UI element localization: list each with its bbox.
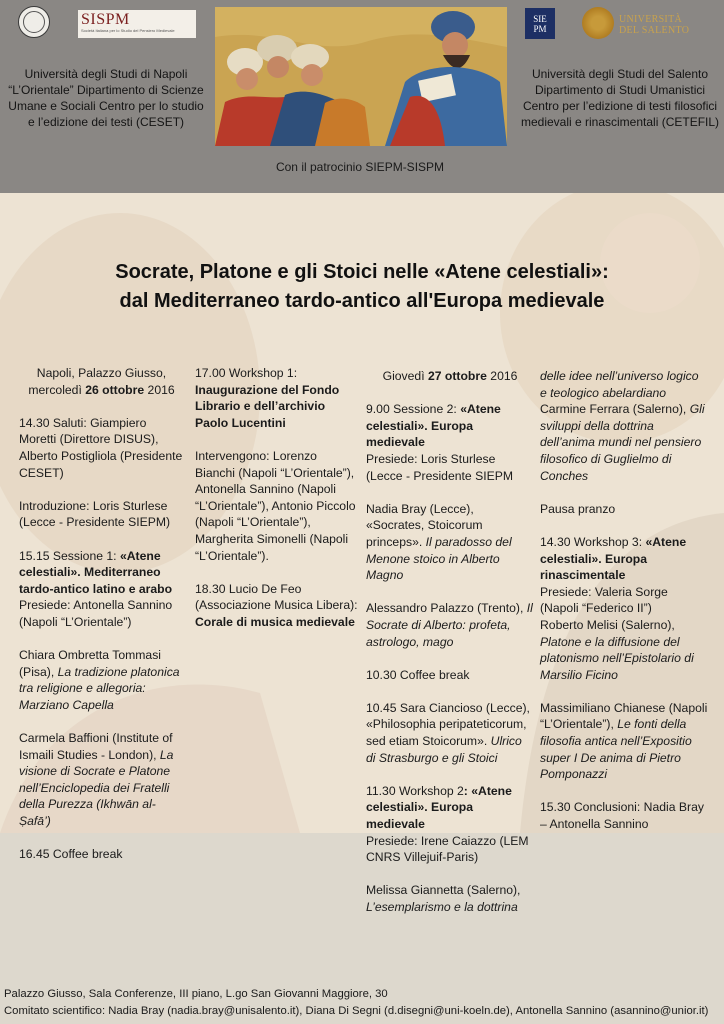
program-column-3 bbox=[366, 368, 534, 932]
program-column-2 bbox=[195, 365, 360, 647]
day1-place: Napoli, Palazzo Giusso, bbox=[36, 366, 167, 380]
talk-title: Platone e la diffusione del platonismo nell’Epistolario di Marsilio Ficino bbox=[540, 634, 694, 682]
salento-logo-line2: DEL SALENTO bbox=[619, 25, 690, 36]
opening-greetings: 14.30 Saluti: Giampiero Moretti (Direttore DISUS), Alberto Postigliola (Presidente CESET) bbox=[19, 415, 183, 480]
coffee-break-1: 16.45 Coffee break bbox=[19, 847, 123, 862]
patronage-text: Con il patrocinio SIEPM-SISPM bbox=[275, 160, 445, 174]
salento-logo-text bbox=[619, 14, 693, 36]
talk-palazzo bbox=[366, 600, 534, 650]
day2-date bbox=[366, 368, 534, 385]
day1-year: 2016 bbox=[144, 382, 175, 397]
talk-ciancioso bbox=[366, 700, 534, 766]
talk-title: L’esemplarismo e la dottrina bbox=[366, 900, 518, 914]
talk-speaker: Massimiliano Chianese (Napoli “L’Orientale”), bbox=[540, 700, 708, 732]
siepm-logo bbox=[525, 8, 555, 39]
talk-baffioni bbox=[19, 730, 184, 830]
day1-date-bold: 26 ottobre bbox=[85, 382, 145, 397]
session-2 bbox=[366, 401, 534, 484]
conclusions: 15.30 Conclusioni: Nadia Bray – Antonella Sannino bbox=[540, 800, 704, 832]
workshop-2 bbox=[366, 783, 534, 866]
workshop-1-speakers: Intervengono: Lorenzo Bianchi (Napoli “L’Orientale”), Antonella Sannino (Napoli “L’Orientale”), Antonio Piccolo (Napoli “L’Orientale”), Margherita Simonelli (Napoli “L’Orientale”). bbox=[195, 448, 356, 563]
talk-speaker: Alessandro Palazzo (Trento), bbox=[366, 601, 527, 616]
napoli-seal-logo bbox=[18, 6, 50, 38]
right-institution: Università degli Studi del Salento Dipartimento di Studi Umanistici Centro per l’edizione di testi filosofici medievali e rinascimentali (CETEFIL) bbox=[520, 67, 720, 129]
talk-title: Ulrico di Strasburgo e gli Stoici bbox=[366, 734, 522, 765]
sispm-logo-text: SISPM bbox=[81, 11, 130, 28]
talk-chianese bbox=[540, 700, 708, 783]
salento-seal-logo bbox=[582, 7, 614, 39]
concert-title: Corale di musica medievale bbox=[195, 614, 355, 629]
session-1-chair: Presiede: Antonella Sannino (Napoli “L’Orientale”) bbox=[19, 598, 173, 629]
siepm-logo-line2: PM bbox=[533, 23, 547, 34]
talk-title: La visione di Socrate e Platone nell’Enciclopedia dei Fratelli della Purezza (Ikhwān al-Ṣafā’) bbox=[19, 747, 174, 829]
talk-speaker: Chiara Ombretta Tommasi (Pisa), bbox=[19, 648, 162, 679]
day2-weekday: Giovedì bbox=[382, 369, 428, 383]
workshop-1 bbox=[195, 365, 360, 431]
sispm-logo bbox=[78, 10, 196, 38]
workshop-1-time: 17.00 Workshop 1: bbox=[195, 366, 298, 380]
session-1 bbox=[19, 548, 184, 631]
salento-logo-line1: UNIVERSITÀ bbox=[619, 14, 682, 25]
day2-date-bold: 27 ottobre bbox=[427, 369, 487, 383]
talk-title: La tradizione platonica tra religione e allegoria: Marziano Capella bbox=[19, 664, 180, 712]
day1-date bbox=[19, 365, 184, 398]
header-band bbox=[0, 0, 724, 193]
workshop-2-title: : «Atene celestiali». Europa medievale bbox=[366, 783, 512, 832]
talk-speaker: Carmine Ferrara (Salerno), bbox=[540, 402, 690, 417]
footer-venue: Palazzo Giusso, Sala Conferenze, III piano, L.go San Giovanni Maggiore, 30 bbox=[4, 988, 388, 1000]
talk-title: Il paradosso del Menone stoico in Alberto Magno bbox=[366, 534, 512, 583]
session-2-title: «Atene celestiali». Europa medievale bbox=[366, 402, 501, 450]
workshop-3-time: 14.30 Workshop 3: bbox=[540, 534, 646, 549]
session-1-time: 15.15 Sessione 1: bbox=[19, 548, 120, 563]
program-column-4 bbox=[540, 368, 708, 849]
workshop-2-chair: Presiede: Irene Caiazzo (LEM CNRS Villejuif-Paris) bbox=[366, 833, 529, 865]
talk-title: Le fonti della filosofia antica nell’Expositio super I De anima di Pietro Pomponazzi bbox=[540, 717, 692, 782]
talk-speaker: Carmela Baffioni (Institute of Ismaili Studies - London), bbox=[19, 731, 173, 762]
medieval-miniature-image bbox=[215, 7, 507, 146]
talk-speaker: Nadia Bray (Lecce), «Socrates, Stoicorum princeps». bbox=[366, 501, 483, 549]
concert-performer: 18.30 Lucio De Feo (Associazione Musica Libera): bbox=[195, 581, 358, 613]
sispm-logo-subtitle: Società Italiana per lo Studio del Pensiero Medievale bbox=[81, 28, 175, 33]
left-institution: Università degli Studi di Napoli “L’Orientale” Dipartimento di Scienze Umane e Sociali Centro per lo studio e l’edizione dei testi (CESET) bbox=[8, 67, 204, 129]
day1-weekday: mercoledì bbox=[28, 382, 86, 397]
concert bbox=[195, 581, 360, 631]
session-1-title: «Atene celestiali». Mediterraneo tardo-antico latino e arabo bbox=[19, 548, 173, 596]
session-2-time: 9.00 Sessione 2: bbox=[366, 402, 461, 417]
talk-ferrara bbox=[540, 401, 708, 484]
footer bbox=[4, 986, 720, 1020]
coffee-break-2: 10.30 Coffee break bbox=[366, 667, 470, 682]
talk-title: Il Socrate di Alberto: profeta, astrologo, mago bbox=[366, 601, 533, 649]
day2-year: 2016 bbox=[486, 369, 518, 383]
talk-speaker: Roberto Melisi (Salerno), bbox=[540, 617, 675, 632]
lunch-break: Pausa pranzo bbox=[540, 501, 616, 516]
workshop-3-title: «Atene celestiali». Europa rinascimentale bbox=[540, 534, 687, 583]
talk-tommasi bbox=[19, 647, 184, 713]
workshop-2-time: 11.30 Workshop 2 bbox=[366, 783, 464, 798]
talk-speaker: Melissa Giannetta (Salerno), bbox=[366, 883, 521, 898]
workshop-1-title: Inaugurazione del Fondo Librario e dell’archivio Paolo Lucentini bbox=[195, 382, 340, 430]
session-2-chair: Presiede: Loris Sturlese (Lecce - Presidente SIEPM bbox=[366, 451, 513, 483]
introduction: Introduzione: Loris Sturlese (Lecce - Presidente SIEPM) bbox=[19, 498, 171, 530]
talk-giannetta-continued bbox=[540, 368, 708, 401]
workshop-3-chair: Presiede: Valeria Sorge (Napoli “Federico II”) bbox=[540, 584, 668, 616]
talk-bray bbox=[366, 501, 534, 584]
program-column-1 bbox=[19, 365, 184, 879]
talk-title: delle idee nell’universo logico e teologico abelardiano bbox=[540, 369, 699, 400]
workshop-3 bbox=[540, 534, 708, 683]
siepm-logo-line1: SIE bbox=[533, 13, 547, 24]
title-line2: dal Mediterraneo tardo-antico all'Europa medievale bbox=[119, 290, 605, 312]
talk-giannetta bbox=[366, 882, 534, 915]
footer-committee: Comitato scientifico: Nadia Bray (nadia.bray@unisalento.it), Diana Di Segni (d.disegni@uni-koeln.de), Antonella Sannino (asannino@unior.it) bbox=[4, 1005, 709, 1017]
talk-speaker: 10.45 Sara Ciancioso (Lecce), «Philosophia peripateticorum, sed etiam Stoicorum». bbox=[366, 700, 530, 749]
page-title bbox=[40, 258, 684, 316]
title-line1: Socrate, Platone e gli Stoici nelle «Atene celestiali»: bbox=[115, 261, 609, 283]
talk-title: Gli sviluppi della dottrina dell’anima mundi nel pensiero filosofico di Guglielmo di Conches bbox=[540, 402, 705, 483]
